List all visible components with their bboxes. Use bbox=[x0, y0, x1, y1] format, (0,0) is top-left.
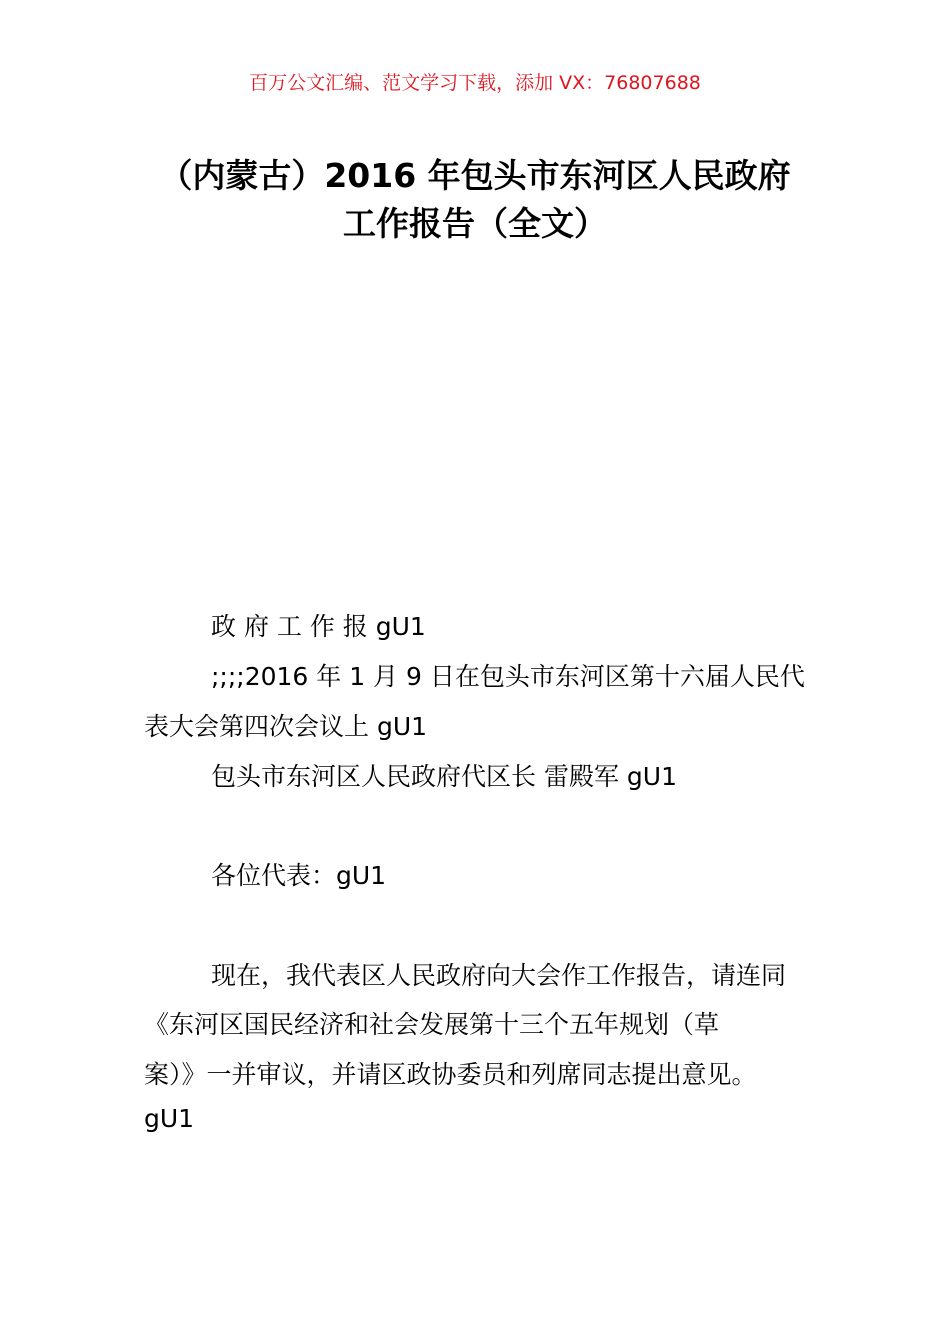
body-line: 表大会第四次会议上 gU1 bbox=[144, 712, 428, 741]
body-line: ;;;;2016 年 1 月 9 日在包头市东河区第十六届人民代 bbox=[211, 662, 805, 691]
body-line: 案）》一并审议，并请区政协委员和列席同志提出意见。 bbox=[144, 1060, 757, 1089]
watermark-header: 百万公文汇编、范文学习下载，添加 VX：76807688 bbox=[249, 72, 701, 94]
document-title-line-1: （内蒙古）2016 年包头市东河区人民政府 bbox=[159, 156, 791, 195]
body-line: 包头市东河区人民政府代区长 雷殿军 gU1 bbox=[211, 762, 677, 791]
document-title-line-2: 工作报告（全文） bbox=[343, 204, 607, 243]
body-line: 现在，我代表区人民政府向大会作工作报告，请连同 bbox=[211, 961, 787, 990]
body-line: 《东河区国民经济和社会发展第十三个五年规划（草 bbox=[144, 1010, 720, 1039]
body-line: gU1 bbox=[144, 1104, 195, 1133]
body-line: 政 府 工 作 报 gU1 bbox=[211, 612, 426, 641]
body-line: 各位代表：gU1 bbox=[211, 861, 387, 890]
